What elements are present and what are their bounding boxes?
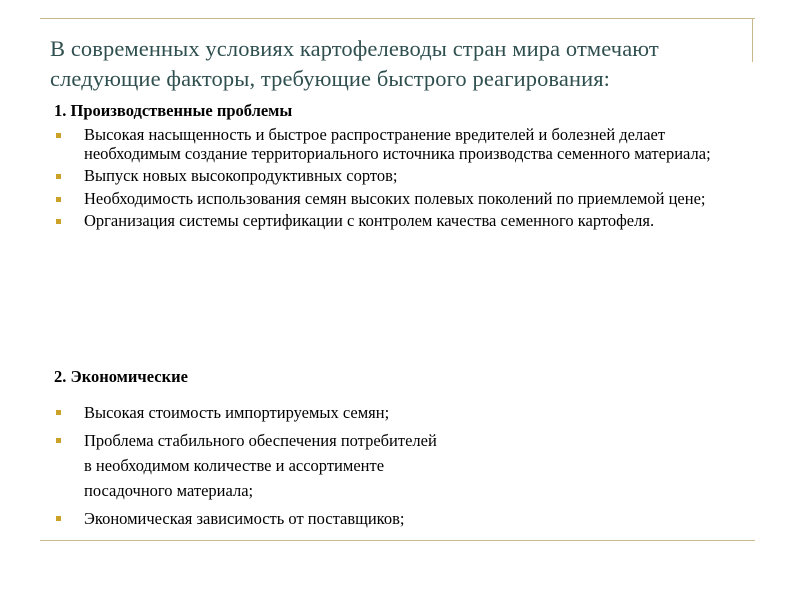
list-item-text: Организация системы сертификации с контролем качества семенного картофеля. [84,211,655,231]
section-heading-economic: 2. Экономические [54,367,188,386]
list-item [54,212,754,231]
economic-list [54,400,754,534]
square-bullet-icon [56,174,61,179]
square-bullet-icon [56,133,61,138]
list-item-text: Высокая стоимость импортируемых семян; [84,403,390,422]
list-item-text: Проблема стабильного обеспечения потребителей в необходимом количестве и ассортименте посадочного материала; [84,431,437,500]
list-item-text: Выпуск новых высокопродуктивных сортов; [84,166,398,186]
list-item [54,167,754,186]
bottom-rule [40,540,755,541]
list-item [54,190,754,209]
list-item [54,428,754,503]
square-bullet-icon [56,438,61,443]
square-bullet-icon [56,197,61,202]
list-item [54,400,754,425]
square-bullet-icon [56,410,61,415]
top-rule [40,18,755,19]
production-list [54,126,754,235]
slide-title: В современных условиях картофелеводы стран мира отмечают следующие факторы, требующие быстрого реагирования: [50,36,659,91]
list-item [54,506,754,531]
list-item-text: Высокая насыщенность и быстрое распространение вредителей и болезней делает необходимым создание территориального источника производства семенного материала; [84,125,711,163]
list-item-text: Экономическая зависимость от поставщиков; [84,509,405,528]
list-item [54,126,754,163]
corner-rule [752,18,753,62]
square-bullet-icon [56,219,61,224]
square-bullet-icon [56,516,61,521]
list-item-text: Необходимость использования семян высоких полевых поколений по приемлемой цене; [84,188,706,208]
section-heading-production: 1. Производственные проблемы [54,101,293,120]
